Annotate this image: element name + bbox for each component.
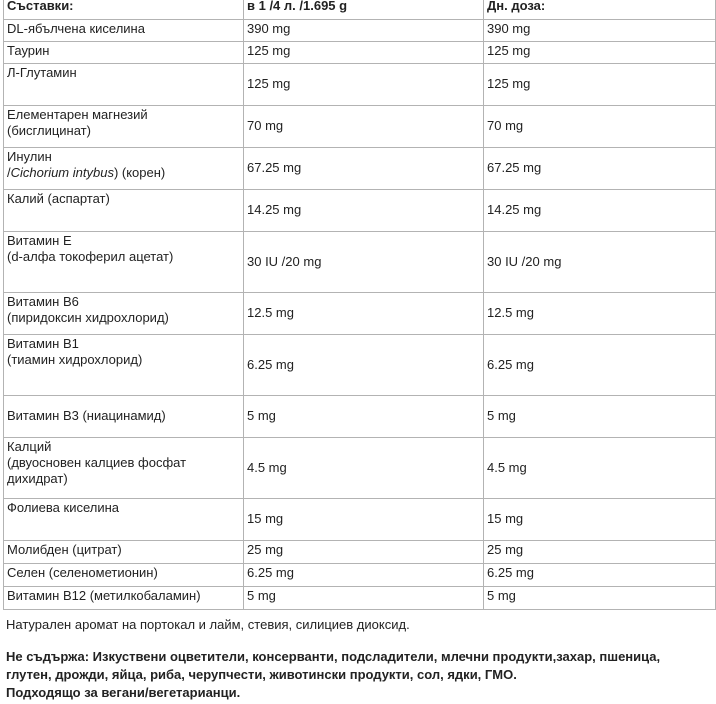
table-row	[4, 499, 716, 541]
header-daily-dose: Дн. доза:	[484, 0, 716, 20]
table-row	[4, 335, 716, 396]
ingredient-name: Инулин /Cichorium intybus) (корен)	[4, 148, 244, 190]
ingredient-name: Таурин	[4, 42, 244, 64]
ingredient-name: Витамин B3 (ниацинамид)	[4, 396, 244, 438]
daily-dose-value: 5 mg	[484, 587, 716, 610]
warning-line: Не съдържа: Изкуствени оцветители, консерванти, подсладители, млечни продукти,захар, пшеница,	[6, 649, 661, 664]
allergen-warning	[6, 648, 716, 702]
per-serving-value: 125 mg	[244, 42, 484, 64]
ingredient-name: DL-ябълчена киселина	[4, 20, 244, 42]
per-serving-value: 15 mg	[244, 499, 484, 541]
table-row	[4, 232, 716, 293]
daily-dose-value: 67.25 mg	[484, 148, 716, 190]
header-ingredients: Съставки:	[4, 0, 244, 20]
table-row	[4, 148, 716, 190]
daily-dose-value: 390 mg	[484, 20, 716, 42]
table-row	[4, 64, 716, 106]
ingredient-name: Витамин B12 (метилкобаламин)	[4, 587, 244, 610]
warning-line: глутен, дрожди, яйца, риба, черупчести, животински продукти, сол, ядки, ГМО.	[6, 667, 517, 682]
per-serving-value: 25 mg	[244, 541, 484, 564]
daily-dose-value: 6.25 mg	[484, 335, 716, 396]
daily-dose-value: 30 IU /20 mg	[484, 232, 716, 293]
per-serving-value: 6.25 mg	[244, 564, 484, 587]
ingredients-table	[3, 0, 716, 610]
daily-dose-value: 125 mg	[484, 42, 716, 64]
per-serving-value: 30 IU /20 mg	[244, 232, 484, 293]
per-serving-value: 6.25 mg	[244, 335, 484, 396]
table-row	[4, 293, 716, 335]
ingredient-name: Калий (аспартат)	[4, 190, 244, 232]
header-per-serving: в 1 /4 л. /1.695 g	[244, 0, 484, 20]
per-serving-value: 5 mg	[244, 587, 484, 610]
table-row	[4, 564, 716, 587]
daily-dose-value: 6.25 mg	[484, 564, 716, 587]
daily-dose-value: 70 mg	[484, 106, 716, 148]
table-header-row	[4, 0, 716, 20]
ingredient-name: Калций (двуосновен калциев фосфат дихидрат)	[4, 438, 244, 499]
per-serving-value: 67.25 mg	[244, 148, 484, 190]
latin-name: Cichorium intybus	[10, 165, 114, 180]
vegan-statement: Подходящо за вегани/вегетарианци.	[6, 685, 241, 700]
table-row	[4, 106, 716, 148]
table-row	[4, 587, 716, 610]
per-serving-value: 5 mg	[244, 396, 484, 438]
daily-dose-value: 14.25 mg	[484, 190, 716, 232]
table-row	[4, 42, 716, 64]
daily-dose-value: 5 mg	[484, 396, 716, 438]
per-serving-value: 390 mg	[244, 20, 484, 42]
other-ingredients-note: Натурален аромат на портокал и лайм, стевия, силициев диоксид.	[6, 617, 410, 632]
per-serving-value: 12.5 mg	[244, 293, 484, 335]
ingredient-name: Селен (селенометионин)	[4, 564, 244, 587]
table-row	[4, 190, 716, 232]
daily-dose-value: 25 mg	[484, 541, 716, 564]
ingredient-name: Витамин E (d-алфа токоферил ацетат)	[4, 232, 244, 293]
per-serving-value: 70 mg	[244, 106, 484, 148]
table-row	[4, 396, 716, 438]
table-row	[4, 541, 716, 564]
daily-dose-value: 12.5 mg	[484, 293, 716, 335]
daily-dose-value: 15 mg	[484, 499, 716, 541]
ingredient-name: Витамин B6 (пиридоксин хидрохлорид)	[4, 293, 244, 335]
ingredient-name: Витамин B1 (тиамин хидрохлорид)	[4, 335, 244, 396]
ingredient-name: Елементарен магнезий (бисглицинат)	[4, 106, 244, 148]
ingredient-name: Молибден (цитрат)	[4, 541, 244, 564]
ingredient-name: Фолиева киселина	[4, 499, 244, 541]
table-row	[4, 20, 716, 42]
per-serving-value: 125 mg	[244, 64, 484, 106]
per-serving-value: 4.5 mg	[244, 438, 484, 499]
table-row	[4, 438, 716, 499]
daily-dose-value: 125 mg	[484, 64, 716, 106]
ingredient-name: Л-Глутамин	[4, 64, 244, 106]
per-serving-value: 14.25 mg	[244, 190, 484, 232]
daily-dose-value: 4.5 mg	[484, 438, 716, 499]
